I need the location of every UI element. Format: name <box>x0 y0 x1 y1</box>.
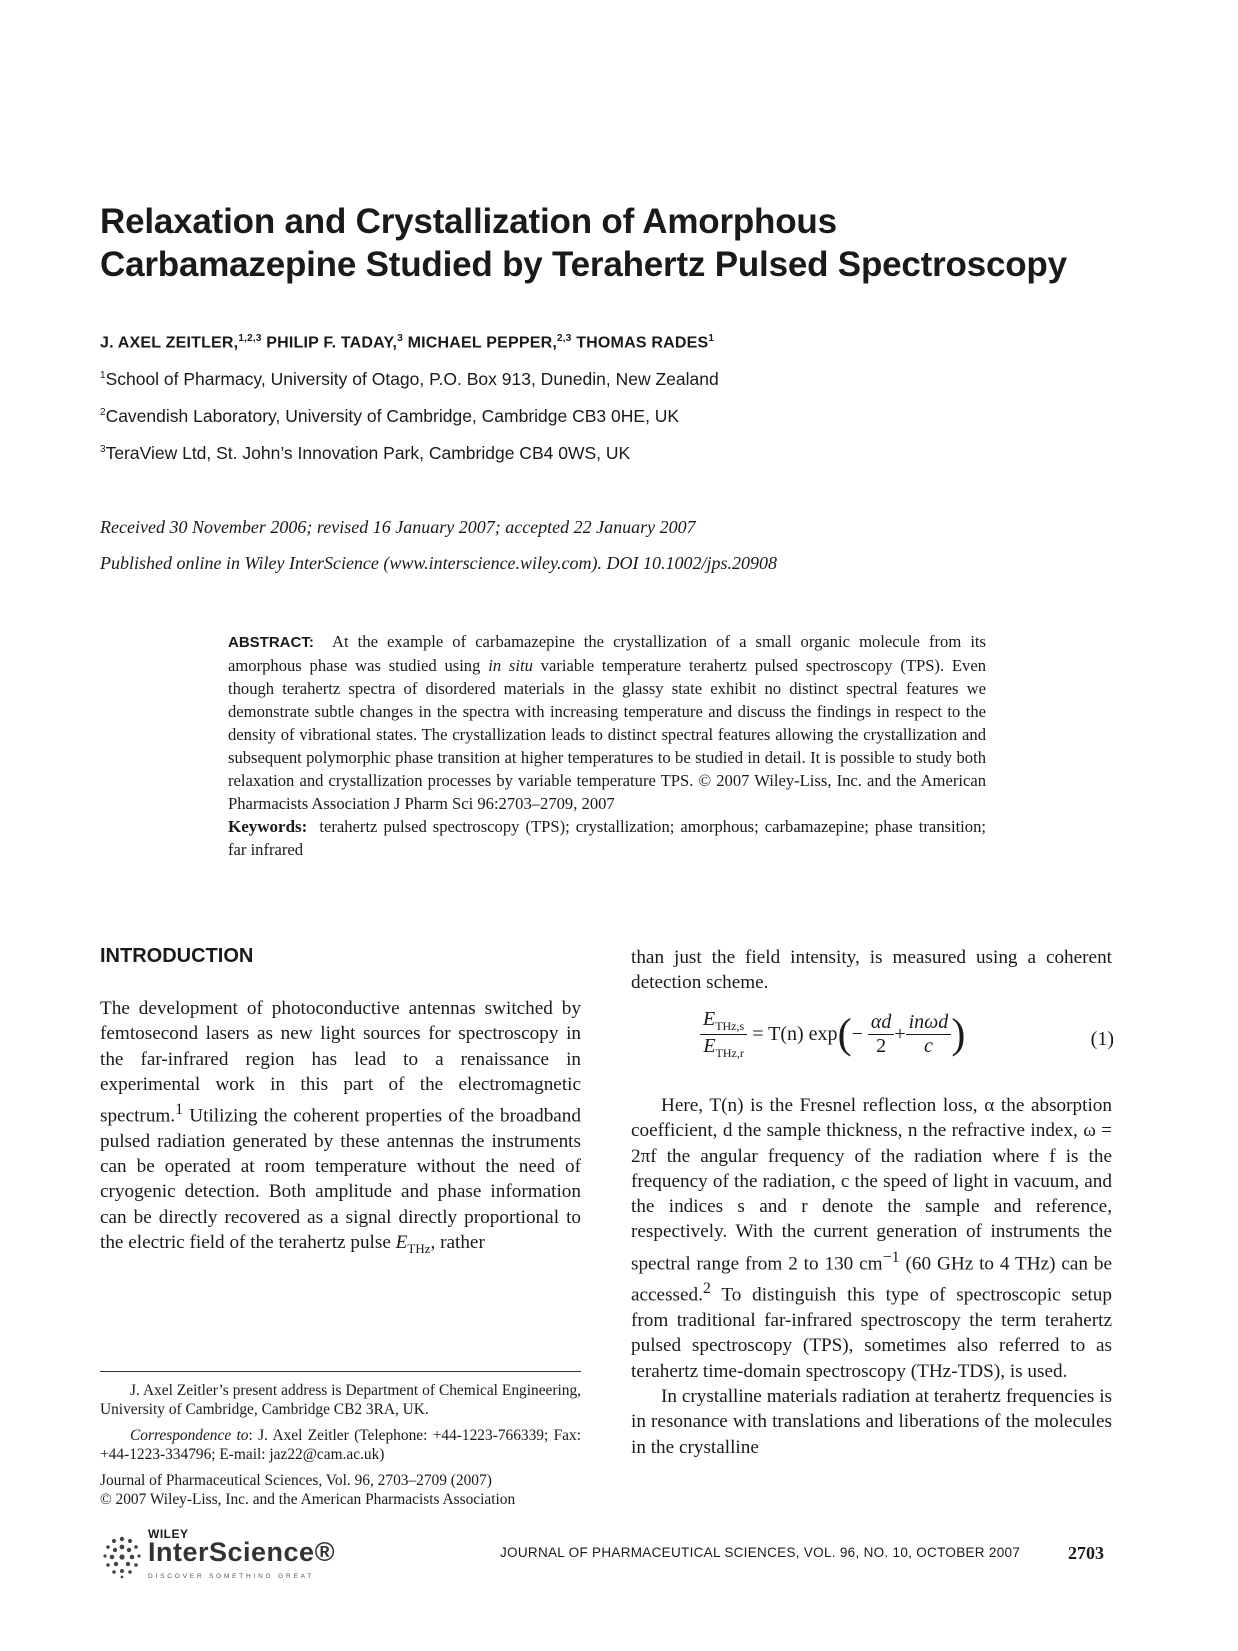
introduction-text <box>100 996 581 1261</box>
equation-fraction <box>868 1011 895 1058</box>
math-denominator: c <box>924 1035 933 1057</box>
math-symbol: E <box>395 1232 408 1254</box>
right-column-top: than just the field intensity, is measured using a coherent detection scheme. <box>631 947 1112 994</box>
math-symbol: E <box>703 1008 716 1030</box>
reference-sup: 1 <box>175 1101 184 1119</box>
affiliation-sup: 1 <box>100 370 106 382</box>
affiliation <box>100 406 679 427</box>
abstract-label: ABSTRACT: <box>228 634 314 651</box>
abstract-text: At the example of carbamazepine the crystallization of a small organic molecule from its amorphous phase was studied using <box>228 632 986 675</box>
footnote-address: J. Axel Zeitler’s present address is Department of Chemical Engineering, University of Cambridge, Cambridge CB2 3RA, UK. <box>100 1382 581 1418</box>
wiley-interscience-logo <box>100 1527 360 1587</box>
paragraph <box>631 1093 1112 1384</box>
abstract-text: variable temperature terahertz pulsed spectroscopy (TPS). Even though terahertz spectra of disordered materials in the glassy state exhibit no distinct spectral features we demonstrate subtle changes in the spectra with increasing temperature and discuss the findings in respect to the density of vibrational states. The crystallization leads to distinct spectral features allowing the crystallization and subsequent polymorphic phase transition at higher temperatures to be studied in detail. It is possible to study both relaxation and crystallization processes by variable temperature TPS. © 2007 Wiley-Liss, Inc. and the American Pharmacists Association J Pharm Sci 96:2703–2709, 2007 <box>228 656 986 813</box>
author-affil-sup: 3 <box>397 333 403 344</box>
math-subscript: THz <box>407 1240 431 1256</box>
keywords <box>228 815 986 861</box>
paragraph: In crystalline materials radiation at terahertz frequencies is in resonance with translations and liberations of the molecules in the crystalline <box>631 1386 1112 1458</box>
math-numerator: αd <box>870 1011 892 1033</box>
math-numerator: inωd <box>908 1011 949 1033</box>
author-name: PHILIP F. TADAY, <box>266 334 398 352</box>
author-affil-sup: 1,2,3 <box>238 333 262 344</box>
received-dates: Received 30 November 2006; revised 16 January 2007; accepted 22 January 2007 <box>100 517 696 537</box>
correspondence-label: Correspondence to <box>130 1427 249 1444</box>
affiliation-text: School of Pharmacy, University of Otago, P.O. Box 913, Dunedin, New Zealand <box>105 369 719 389</box>
footnote-correspondence <box>100 1427 581 1464</box>
equation-ratio <box>700 1008 747 1061</box>
equation-number: (1) <box>1090 1028 1114 1050</box>
equation-fraction <box>906 1011 952 1058</box>
affiliation-text: TeraView Ltd, St. John’s Innovation Park, Cambridge CB4 0WS, UK <box>105 443 631 463</box>
author-list <box>100 333 714 352</box>
equation-paren: ( <box>837 1011 852 1058</box>
affiliation-text: Cavendish Laboratory, University of Cambridge, Cambridge CB3 0HE, UK <box>105 406 680 426</box>
article-title <box>100 200 1140 286</box>
keywords-text: terahertz pulsed spectroscopy (TPS); crystallization; amorphous; carbamazepine; phase transition; far infrared <box>228 817 986 859</box>
author-affil-sup: 2,3 <box>557 333 572 344</box>
math-denominator: 2 <box>876 1035 887 1057</box>
body-text: The development of photoconductive antennas switched by femtosecond lasers as new light sources for spectroscopy in the far-infrared region has lead to a renaissance in experimental work in this part of the electromagnetic spectrum. <box>100 998 581 1127</box>
right-column-text <box>631 1093 1112 1460</box>
journal-citation: Journal of Pharmaceutical Sciences, Vol. 96, 2703–2709 (2007) <box>100 1472 492 1489</box>
title-line-2: Carbamazepine Studied by Terahertz Pulsed Spectroscopy <box>100 245 1067 284</box>
logo-interscience: InterScience® <box>148 1537 335 1567</box>
affiliation <box>100 369 719 390</box>
body-text: To distinguish this type of spectroscopic setup from traditional far-infrared spectroscopy the term terahertz pulsed spectroscopy (TPS), sometimes also referred to as terahertz time-domain spectroscopy (THz-TDS), is used. <box>631 1284 1112 1382</box>
equation-operator: − <box>851 1023 863 1045</box>
author-name: THOMAS RADES <box>576 334 709 352</box>
equation-middle: = T(n) exp <box>752 1023 838 1045</box>
equation-operator: + <box>894 1023 906 1045</box>
reference-sup: 2 <box>702 1280 711 1298</box>
keywords-label: Keywords: <box>228 817 308 836</box>
section-heading: INTRODUCTION <box>100 945 254 967</box>
logo-wiley: WILEY <box>148 1527 189 1541</box>
author-affil-sup: 1 <box>708 333 715 344</box>
affiliation <box>100 443 630 464</box>
author-name: J. AXEL ZEITLER, <box>100 334 239 352</box>
affiliation-sup: 2 <box>100 407 106 419</box>
footnotes <box>100 1382 581 1509</box>
copyright: © 2007 Wiley-Liss, Inc. and the American Pharmacists Association <box>100 1490 516 1508</box>
footnote-divider <box>100 1371 581 1372</box>
abstract-italic: in situ <box>488 656 533 675</box>
math-symbol: E <box>703 1035 716 1057</box>
logo-tagline: DISCOVER SOMETHING GREAT <box>148 1573 315 1580</box>
page-number: 2703 <box>1068 1543 1104 1563</box>
dotted-globe-icon <box>100 1531 144 1581</box>
body-text: Here, T(n) is the Fresnel reflection loss, α the absorption coefficient, d the sample thickness, n the refractive index, ω = 2πf the angular frequency of the radiation where f is the frequency of the radiation, c the speed of light in vacuum, and the indices s and r denote the sample and reference, respectively. With the current generation of instruments the spectral range from 2 to 130 cm <box>631 1095 1112 1275</box>
body-text: , rather <box>430 1232 485 1254</box>
body-text: Utilizing the coherent properties of the broadband pulsed radiation generated by these antennas the instruments can be operated at room temperature without the need of cryogenic detection. Both amplitude and phase information can be directly recovered as a signal directly proportional to the electric field of the terahertz pulse <box>100 1105 581 1254</box>
equation-1 <box>700 1008 1120 1074</box>
abstract <box>228 630 986 861</box>
correspondence-text: : J. Axel Zeitler (Telephone: +44-1223-766339; Fax: +44-1223-334796; E-mail: jaz22@cam.ac.uk) <box>100 1427 581 1463</box>
title-line-1: Relaxation and Crystallization of Amorphous <box>100 202 837 241</box>
affiliation-sup: 3 <box>100 444 106 456</box>
equation-paren: ) <box>951 1011 966 1058</box>
math-subscript: THz,s <box>715 1019 745 1033</box>
body-text: (60 GHz to 4 THz) can be accessed. <box>631 1253 1113 1306</box>
math-subscript: THz,r <box>715 1046 744 1060</box>
published-online: Published online in Wiley InterScience (www.interscience.wiley.com). DOI 10.1002/jps.20908 <box>100 553 778 573</box>
math-superscript: −1 <box>882 1248 900 1266</box>
running-footer: JOURNAL OF PHARMACEUTICAL SCIENCES, VOL. 96, NO. 10, OCTOBER 2007 <box>500 1545 1021 1560</box>
author-name: MICHAEL PEPPER, <box>407 334 558 352</box>
